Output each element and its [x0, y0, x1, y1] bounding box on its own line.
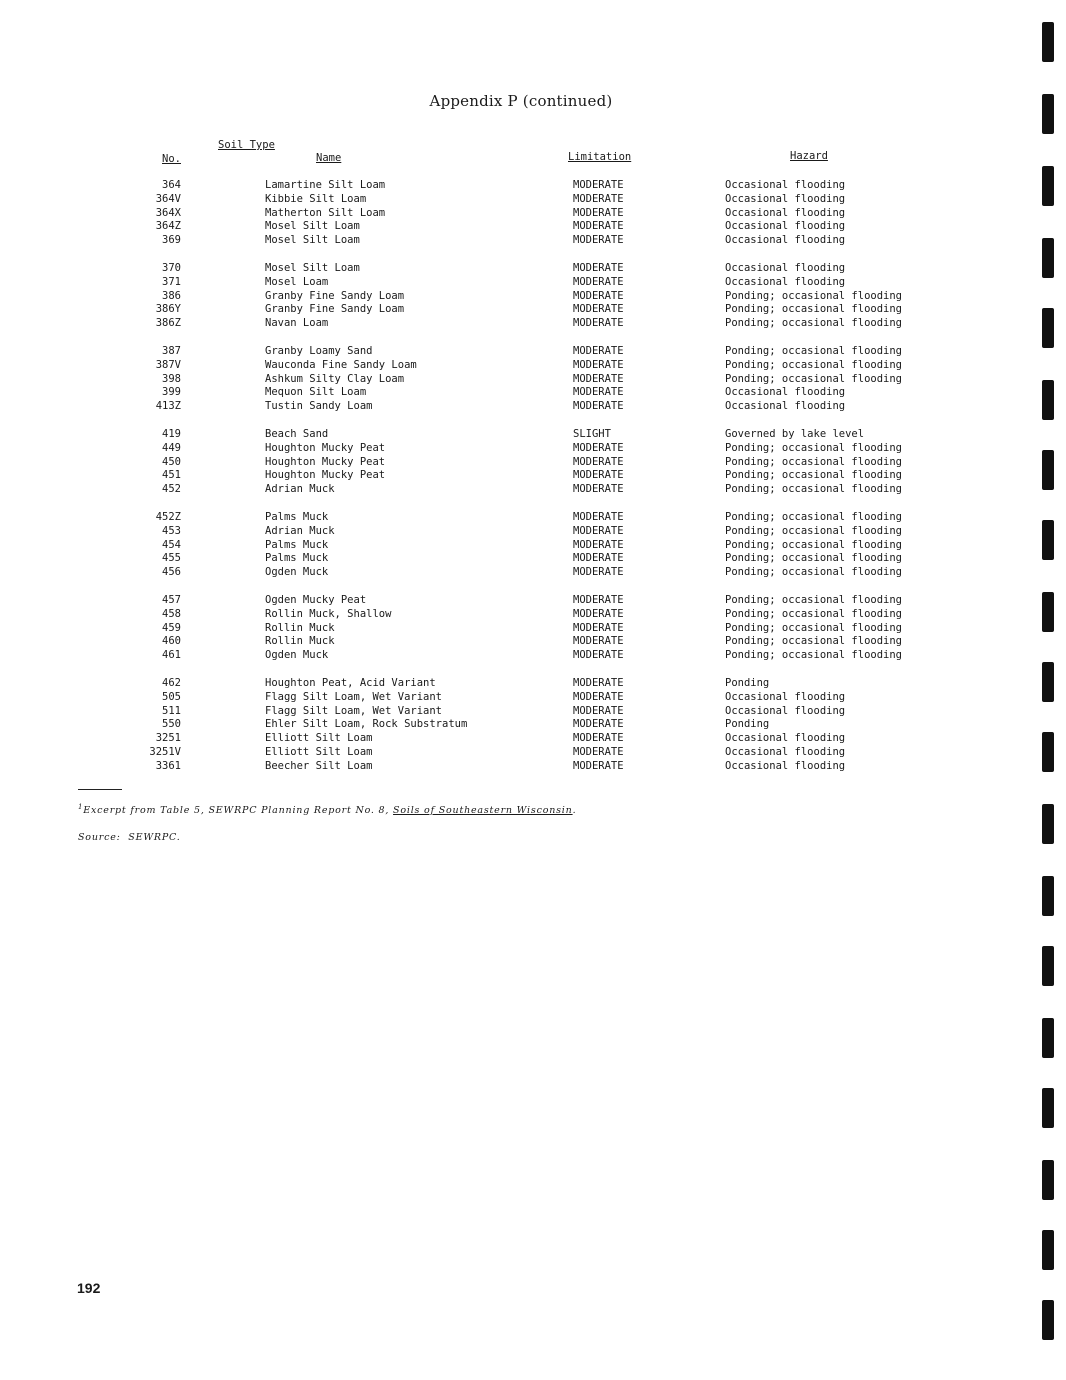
- soil-number: 455: [162, 552, 181, 565]
- soil-name: Houghton Mucky Peat: [265, 469, 386, 482]
- table-row: [0, 538, 1040, 552]
- limitation-cell: MODERATE: [573, 593, 624, 606]
- limitation-cell: MODERATE: [573, 538, 624, 551]
- table-row: [0, 593, 1040, 607]
- hazard-cell: Ponding; occasional flooding: [725, 455, 903, 468]
- hazard-cell: Occasional flooding: [725, 234, 846, 247]
- limitation-cell: MODERATE: [573, 510, 624, 523]
- soil-number: 454: [162, 538, 181, 551]
- soil-name: Palms Muck: [265, 510, 329, 523]
- soil-name: Wauconda Fine Sandy Loam: [265, 358, 417, 371]
- soil-number: 364X: [155, 206, 181, 219]
- binder-hole-mark: [1042, 1088, 1054, 1128]
- table-row: [0, 441, 1040, 455]
- binder-hole-mark: [1042, 876, 1054, 916]
- soil-name: Rollin Muck: [265, 635, 335, 648]
- binder-hole-mark: [1042, 238, 1054, 278]
- limitation-cell: MODERATE: [573, 566, 624, 579]
- soil-name: Tustin Sandy Loam: [265, 400, 373, 413]
- soil-name: Elliott Silt Loam: [265, 732, 373, 745]
- hazard-cell: Ponding: [725, 676, 770, 689]
- binder-hole-mark: [1042, 732, 1054, 772]
- footnote-rule: [78, 789, 122, 790]
- table-row: [0, 468, 1040, 482]
- soil-number: 453: [162, 524, 181, 537]
- binder-hole-mark: [1042, 308, 1054, 348]
- limitation-cell: MODERATE: [573, 455, 624, 468]
- soil-name: Ogden Mucky Peat: [265, 593, 367, 606]
- soil-number: 419: [162, 427, 181, 440]
- table-row: [0, 399, 1040, 413]
- footnote-doc-title: Soils of Southeastern Wisconsin: [393, 805, 573, 817]
- table-row: [0, 275, 1040, 289]
- binder-hole-mark: [1042, 22, 1054, 62]
- soil-name: Rollin Muck: [265, 621, 335, 634]
- binder-hole-mark: [1042, 1230, 1054, 1270]
- soil-number: 449: [162, 441, 181, 454]
- soil-number: 371: [162, 275, 181, 288]
- limitation-cell: MODERATE: [573, 179, 624, 191]
- hazard-cell: Ponding; occasional flooding: [725, 649, 903, 662]
- soil-group: [0, 427, 1040, 496]
- soil-name: Mosel Silt Loam: [265, 261, 360, 274]
- binder-hole-mark: [1042, 450, 1054, 490]
- limitation-cell: MODERATE: [573, 261, 624, 274]
- hazard-cell: Ponding; occasional flooding: [725, 635, 903, 648]
- limitation-cell: SLIGHT: [573, 427, 611, 440]
- soil-name: Flagg Silt Loam, Wet Variant: [265, 704, 443, 717]
- source-note: [78, 832, 181, 843]
- column-header-name: Name: [316, 152, 342, 164]
- soil-name: Granby Fine Sandy Loam: [265, 303, 405, 316]
- limitation-cell: MODERATE: [573, 344, 624, 357]
- page-number: 192: [77, 1280, 101, 1296]
- table-row: [0, 690, 1040, 704]
- limitation-cell: MODERATE: [573, 704, 624, 717]
- soil-number: 452Z: [155, 510, 181, 523]
- soil-number: 387: [162, 344, 181, 357]
- limitation-cell: MODERATE: [573, 621, 624, 634]
- soil-number: 364V: [155, 192, 181, 205]
- hazard-cell: Occasional flooding: [725, 192, 846, 205]
- soil-number: 364Z: [155, 220, 181, 233]
- soil-number: 458: [162, 607, 181, 620]
- table-row: [0, 385, 1040, 399]
- binder-hole-mark: [1042, 946, 1054, 986]
- hazard-cell: Ponding; occasional flooding: [725, 621, 903, 634]
- hazard-cell: Occasional flooding: [725, 179, 846, 191]
- table-row: [0, 524, 1040, 538]
- binder-hole-mark: [1042, 1018, 1054, 1058]
- soil-group: [0, 676, 1040, 773]
- hazard-cell: Ponding; occasional flooding: [725, 469, 903, 482]
- table-row: [0, 192, 1040, 206]
- soil-name: Ogden Muck: [265, 566, 329, 579]
- limitation-cell: MODERATE: [573, 552, 624, 565]
- soil-number: 457: [162, 593, 181, 606]
- soil-number: 386Z: [155, 317, 181, 330]
- binder-hole-mark: [1042, 1300, 1054, 1340]
- table-row: [0, 759, 1040, 773]
- table-row: [0, 261, 1040, 275]
- soil-name: Mosel Silt Loam: [265, 220, 360, 233]
- limitation-cell: MODERATE: [573, 303, 624, 316]
- table-row: [0, 427, 1040, 441]
- limitation-cell: MODERATE: [573, 372, 624, 385]
- table-row: [0, 358, 1040, 372]
- limitation-cell: MODERATE: [573, 524, 624, 537]
- soil-number: 460: [162, 635, 181, 648]
- soil-number: 3361: [155, 759, 181, 772]
- hazard-cell: Ponding: [725, 718, 770, 731]
- hazard-cell: Ponding; occasional flooding: [725, 358, 903, 371]
- source-label: Source:: [78, 832, 121, 843]
- soil-name: Mequon Silt Loam: [265, 386, 367, 399]
- limitation-cell: MODERATE: [573, 400, 624, 413]
- table-row: [0, 607, 1040, 621]
- limitation-cell: MODERATE: [573, 635, 624, 648]
- soil-group: [0, 344, 1040, 413]
- hazard-cell: Occasional flooding: [725, 759, 846, 772]
- soil-name: Ehler Silt Loam, Rock Substratum: [265, 718, 468, 731]
- binder-hole-mark: [1042, 1160, 1054, 1200]
- source-value: SEWRPC.: [128, 832, 181, 843]
- footnote-end: .: [572, 805, 577, 817]
- limitation-cell: MODERATE: [573, 234, 624, 247]
- limitation-cell: MODERATE: [573, 192, 624, 205]
- table-row: [0, 551, 1040, 565]
- soil-number: 451: [162, 469, 181, 482]
- hazard-cell: Occasional flooding: [725, 745, 846, 758]
- binder-hole-mark: [1042, 380, 1054, 420]
- soil-name: Beach Sand: [265, 427, 329, 440]
- table-row: [0, 316, 1040, 330]
- hazard-cell: Occasional flooding: [725, 386, 846, 399]
- soil-number: 550: [162, 718, 181, 731]
- binder-hole-mark: [1042, 662, 1054, 702]
- soil-number: 511: [162, 704, 181, 717]
- hazard-cell: Occasional flooding: [725, 261, 846, 274]
- limitation-cell: MODERATE: [573, 690, 624, 703]
- table-row: [0, 178, 1040, 192]
- table-row: [0, 233, 1040, 247]
- table-row: [0, 372, 1040, 386]
- binder-hole-mark: [1042, 804, 1054, 844]
- limitation-cell: MODERATE: [573, 441, 624, 454]
- soil-name: Granby Loamy Sand: [265, 344, 373, 357]
- soil-name: Adrian Muck: [265, 524, 335, 537]
- limitation-cell: MODERATE: [573, 718, 624, 731]
- hazard-cell: Occasional flooding: [725, 704, 846, 717]
- soil-number: 398: [162, 372, 181, 385]
- limitation-cell: MODERATE: [573, 607, 624, 620]
- soil-name: Granby Fine Sandy Loam: [265, 289, 405, 302]
- hazard-cell: Ponding; occasional flooding: [725, 593, 903, 606]
- soil-name: Flagg Silt Loam, Wet Variant: [265, 690, 443, 703]
- soil-number: 456: [162, 566, 181, 579]
- soil-number: 3251V: [149, 745, 181, 758]
- soil-name: Rollin Muck, Shallow: [265, 607, 392, 620]
- limitation-cell: MODERATE: [573, 358, 624, 371]
- table-row: [0, 510, 1040, 524]
- footnote: [78, 803, 576, 816]
- column-header-limitation: Limitation: [568, 151, 632, 163]
- soil-number: 364: [162, 179, 181, 191]
- table-row: [0, 206, 1040, 220]
- soil-table: [0, 178, 1040, 786]
- soil-number: 505: [162, 690, 181, 703]
- limitation-cell: MODERATE: [573, 289, 624, 302]
- limitation-cell: MODERATE: [573, 206, 624, 219]
- hazard-cell: Occasional flooding: [725, 400, 846, 413]
- soil-number: 3251: [155, 732, 181, 745]
- table-row: [0, 745, 1040, 759]
- table-row: [0, 289, 1040, 303]
- soil-name: Houghton Peat, Acid Variant: [265, 676, 436, 689]
- hazard-cell: Ponding; occasional flooding: [725, 483, 903, 496]
- limitation-cell: MODERATE: [573, 469, 624, 482]
- soil-group: [0, 593, 1040, 662]
- hazard-cell: Occasional flooding: [725, 732, 846, 745]
- table-row: [0, 704, 1040, 718]
- table-row: [0, 565, 1040, 579]
- table-row: [0, 676, 1040, 690]
- table-row: [0, 717, 1040, 731]
- limitation-cell: MODERATE: [573, 483, 624, 496]
- table-row: [0, 621, 1040, 635]
- soil-group: [0, 261, 1040, 330]
- limitation-cell: MODERATE: [573, 732, 624, 745]
- column-header-no: No.: [162, 153, 181, 165]
- soil-name: Lamartine Silt Loam: [265, 179, 386, 191]
- hazard-cell: Occasional flooding: [725, 690, 846, 703]
- table-row: [0, 731, 1040, 745]
- limitation-cell: MODERATE: [573, 745, 624, 758]
- soil-number: 387V: [155, 358, 181, 371]
- soil-name: Ashkum Silty Clay Loam: [265, 372, 405, 385]
- binder-hole-mark: [1042, 166, 1054, 206]
- soil-name: Mosel Silt Loam: [265, 234, 360, 247]
- hazard-cell: Ponding; occasional flooding: [725, 317, 903, 330]
- footnote-text: Excerpt from Table 5, SEWRPC Planning Report No. 8,: [83, 805, 394, 817]
- hazard-cell: Ponding; occasional flooding: [725, 372, 903, 385]
- table-row: [0, 648, 1040, 662]
- soil-number: 386: [162, 289, 181, 302]
- hazard-cell: Ponding; occasional flooding: [725, 524, 903, 537]
- soil-number: 459: [162, 621, 181, 634]
- soil-name: Palms Muck: [265, 538, 329, 551]
- soil-number: 386Y: [155, 303, 181, 316]
- hazard-cell: Ponding; occasional flooding: [725, 552, 903, 565]
- soil-number: 450: [162, 455, 181, 468]
- limitation-cell: MODERATE: [573, 759, 624, 772]
- table-row: [0, 634, 1040, 648]
- soil-name: Houghton Mucky Peat: [265, 455, 386, 468]
- hazard-cell: Occasional flooding: [725, 275, 846, 288]
- limitation-cell: MODERATE: [573, 386, 624, 399]
- soil-number: 413Z: [155, 400, 181, 413]
- limitation-cell: MODERATE: [573, 275, 624, 288]
- table-row: [0, 455, 1040, 469]
- soil-group: [0, 178, 1040, 247]
- hazard-cell: Ponding; occasional flooding: [725, 344, 903, 357]
- soil-name: Mosel Loam: [265, 275, 329, 288]
- soil-group: [0, 510, 1040, 579]
- hazard-cell: Ponding; occasional flooding: [725, 538, 903, 551]
- binder-hole-mark: [1042, 94, 1054, 134]
- soil-number: 399: [162, 386, 181, 399]
- soil-name: Adrian Muck: [265, 483, 335, 496]
- hazard-cell: Ponding; occasional flooding: [725, 510, 903, 523]
- column-header-hazard: Hazard: [790, 150, 828, 162]
- hazard-cell: Occasional flooding: [725, 206, 846, 219]
- limitation-cell: MODERATE: [573, 676, 624, 689]
- page-title: Appendix P (continued): [429, 92, 613, 110]
- soil-name: Palms Muck: [265, 552, 329, 565]
- hazard-cell: Ponding; occasional flooding: [725, 303, 903, 316]
- soil-number: 370: [162, 261, 181, 274]
- soil-number: 452: [162, 483, 181, 496]
- soil-number: 462: [162, 676, 181, 689]
- hazard-cell: Ponding; occasional flooding: [725, 441, 903, 454]
- soil-name: Navan Loam: [265, 317, 329, 330]
- binder-hole-mark: [1042, 520, 1054, 560]
- soil-name: Beecher Silt Loam: [265, 759, 373, 772]
- table-row: [0, 302, 1040, 316]
- hazard-cell: Occasional flooding: [725, 220, 846, 233]
- hazard-cell: Governed by lake level: [725, 427, 865, 440]
- footnote-marker: 1: [78, 803, 84, 811]
- limitation-cell: MODERATE: [573, 220, 624, 233]
- soil-name: Ogden Muck: [265, 649, 329, 662]
- binder-hole-mark: [1042, 592, 1054, 632]
- table-row: [0, 344, 1040, 358]
- soil-number: 369: [162, 234, 181, 247]
- limitation-cell: MODERATE: [573, 649, 624, 662]
- soil-name: Houghton Mucky Peat: [265, 441, 386, 454]
- hazard-cell: Ponding; occasional flooding: [725, 607, 903, 620]
- soil-type-group-header: Soil Type: [218, 139, 275, 151]
- table-row: [0, 482, 1040, 496]
- hazard-cell: Ponding; occasional flooding: [725, 566, 903, 579]
- soil-name: Elliott Silt Loam: [265, 745, 373, 758]
- limitation-cell: MODERATE: [573, 317, 624, 330]
- table-row: [0, 219, 1040, 233]
- hazard-cell: Ponding; occasional flooding: [725, 289, 903, 302]
- soil-name: Matherton Silt Loam: [265, 206, 386, 219]
- soil-number: 461: [162, 649, 181, 662]
- soil-name: Kibbie Silt Loam: [265, 192, 367, 205]
